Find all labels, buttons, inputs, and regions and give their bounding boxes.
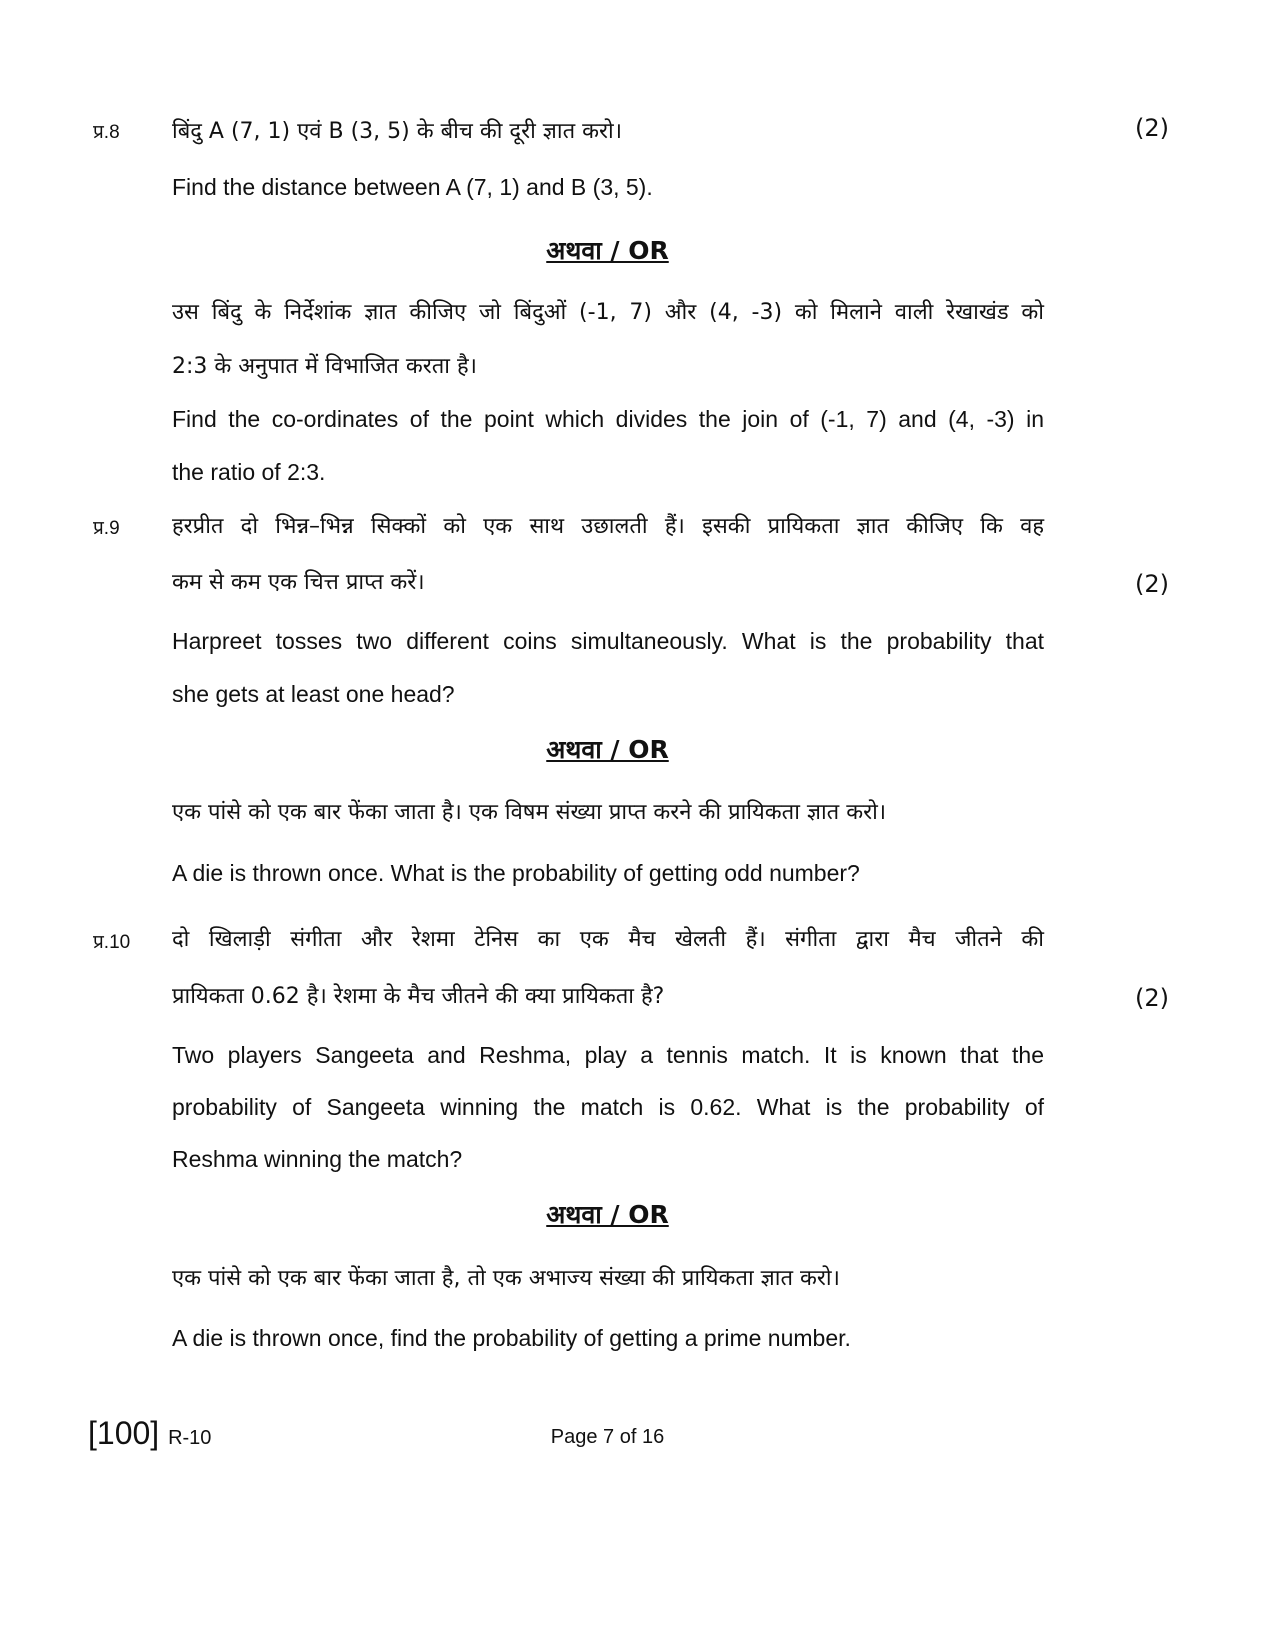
q8-alt-hindi-line1: उस बिंदु के निर्देशांक ज्ञात कीजिए जो बिंदुओं (-1, 7) और (4, -3) को मिलाने वाली रेखाखंड को (172, 300, 1044, 325)
q8-marks: (2) (1135, 114, 1169, 142)
q9-hindi-line2: कम से कम एक चित्त प्राप्त करें। (172, 570, 425, 595)
q8-or-divider: अथवा / OR (546, 236, 669, 265)
q9-alt-english: A die is thrown once. What is the probability of getting odd number? (172, 860, 860, 886)
q9-or-divider: अथवा / OR (546, 735, 669, 764)
q10-english-line1: Two players Sangeeta and Reshma, play a tennis match. It is known that the (172, 1042, 1044, 1068)
q8-alt-english-line1: Find the co-ordinates of the point which divides the join of (-1, 7) and (4, -3) in (172, 406, 1044, 432)
footer-code: [100] (88, 1415, 160, 1451)
q10-hindi-line1: दो खिलाड़ी संगीता और रेशमा टेनिस का एक मैच खेलती हैं। संगीता द्वारा मैच जीतने की (172, 927, 1044, 952)
q8-english-text: Find the distance between A (7, 1) and B (3, 5). (172, 174, 653, 200)
footer-page-number: Page 7 of 16 (550, 1426, 665, 1448)
question-number-9: प्र.9 (93, 518, 120, 539)
q9-english-line2: she gets at least one head? (172, 681, 455, 707)
q10-english-line3: Reshma winning the match? (172, 1146, 463, 1172)
q9-hindi-line1: हरप्रीत दो भिन्न–भिन्न सिक्कों को एक साथ उछालती हैं। इसकी प्रायिकता ज्ञात कीजिए कि वह (172, 514, 1044, 539)
footer-series: R-10 (168, 1427, 212, 1449)
q8-alt-hindi-line2: 2:3 के अनुपात में विभाजित करता है। (172, 354, 477, 379)
q8-hindi-text: बिंदु A (7, 1) एवं B (3, 5) के बीच की दूरी ज्ञात करो। (172, 119, 623, 144)
q10-alt-english: A die is thrown once, find the probability of getting a prime number. (172, 1325, 851, 1351)
q10-or-divider: अथवा / OR (546, 1200, 669, 1229)
q10-marks: (2) (1135, 984, 1169, 1012)
q10-alt-hindi: एक पांसे को एक बार फेंका जाता है, तो एक अभाज्य संख्या की प्रायिकता ज्ञात करो। (172, 1266, 840, 1291)
q9-alt-hindi: एक पांसे को एक बार फेंका जाता है। एक विषम संख्या प्राप्त करने की प्रायिकता ज्ञात करो। (172, 800, 887, 825)
question-number-10: प्र.10 (93, 932, 131, 953)
q9-marks: (2) (1135, 570, 1169, 598)
question-number-8: प्र.8 (93, 122, 120, 143)
q10-hindi-line2: प्रायिकता 0.62 है। रेशमा के मैच जीतने की क्या प्रायिकता है? (172, 984, 665, 1009)
q10-english-line2: probability of Sangeeta winning the match is 0.62. What is the probability of (172, 1094, 1044, 1120)
q9-english-line1: Harpreet tosses two different coins simultaneously. What is the probability that (172, 628, 1044, 654)
q8-alt-english-line2: the ratio of 2:3. (172, 459, 326, 485)
